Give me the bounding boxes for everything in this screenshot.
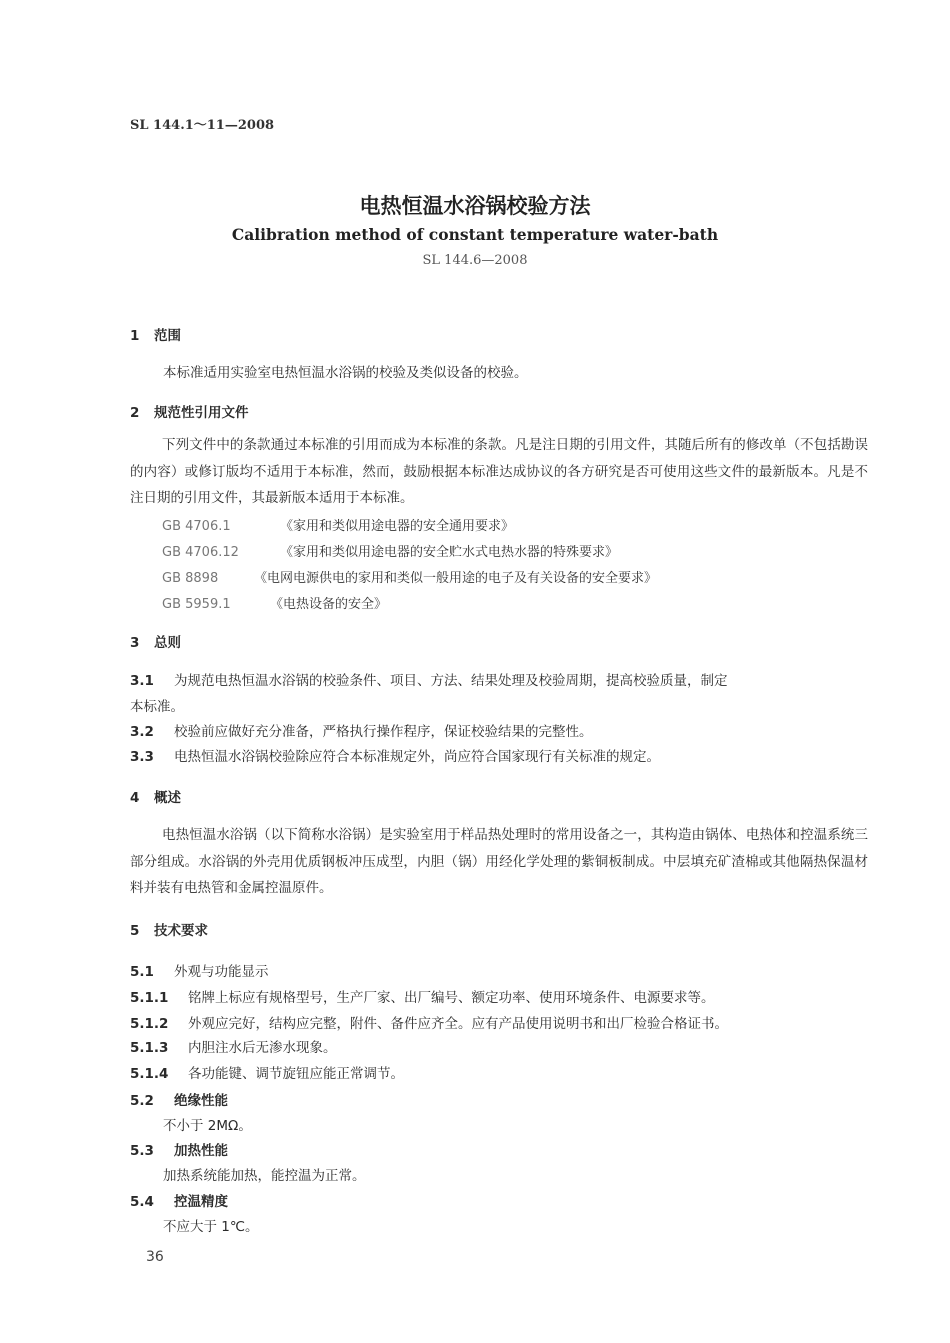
clause-5-4-text: 不应大于 1℃。 [163,1219,259,1235]
clause-text: 各功能键、调节旋钮应能正常调节。 [188,1066,404,1082]
clause-number: 5.1.3 [130,1040,169,1056]
section-4-heading [130,786,181,806]
clause-number: 3.1 [130,673,154,689]
clause-number: 5.1.4 [130,1066,169,1082]
reference-code: GB 5959.1 [162,597,231,612]
section-4-paragraph: 电热恒温水浴锅（以下简称水浴锅）是实验室用于样品热处理时的常用设备之一，其构造由锅体、电热体和控温系统三部分组成。水浴锅的外壳用优质钢板冲压成型，内胆（锅）用经化学处理的紫铜板制成。中层填充矿渣棉或其他隔热保温材料并装有电热管和金属控温原件。 [130,827,868,896]
section-3-heading [130,631,181,651]
reference-title: 《电热设备的安全》 [270,597,388,612]
section-title: 规范性引用文件 [154,405,249,421]
section-1-text: 本标准适用实验室电热恒温水浴锅的校验及类似设备的校验。 [163,365,528,381]
section-1-heading [130,324,181,344]
section-number: 3 [130,635,140,651]
clause-5-1-3 [130,1036,337,1056]
clause-text: 外观应完好，结构应完整，附件、备件应齐全。应有产品使用说明书和出厂检验合格证书。 [188,1016,728,1032]
section-5-heading [130,919,208,939]
clause-5-1-4 [130,1062,404,1082]
reference-title: 《家用和类似用途电器的安全通用要求》 [280,519,515,534]
reference-code: GB 4706.12 [162,545,239,560]
clause-title: 绝缘性能 [174,1093,228,1109]
clause-5-2-text: 不小于 2MΩ。 [163,1118,252,1134]
clause-number: 5.1.1 [130,990,169,1006]
section-title: 总则 [154,635,181,651]
clause-5-1-2 [130,1012,728,1032]
clause-number: 5.1 [130,964,154,980]
standard-code: SL 144.6—2008 [422,253,528,268]
section-title: 概述 [154,790,181,806]
clause-number: 5.1.2 [130,1016,169,1032]
section-2-paragraph: 下列文件中的条款通过本标准的引用而成为本标准的条款。凡是注日期的引用文件，其随后所有的修改单（不包括勘误的内容）或修订版均不适用于本标准，然而，鼓励根据本标准达成协议的各方研究是否可使用这些文件的最新版本。凡是不注日期的引用文件，其最新版本适用于本标准。 [130,437,868,506]
section-title: 范围 [154,328,181,344]
clause-3-2 [130,720,593,740]
clause-5-3 [130,1139,228,1159]
clause-5-1-1 [130,986,715,1006]
page-subtitle-en: Calibration method of constant temperature water-bath [231,225,719,244]
clause-number: 3.3 [130,749,154,765]
section-title: 技术要求 [154,923,208,939]
reference-code: GB 4706.1 [162,519,231,534]
clause-3-1 [130,669,728,689]
section-2-heading [130,401,249,421]
clause-text: 内胆注水后无渗水现象。 [188,1040,337,1056]
reference-code: GB 8898 [162,571,219,586]
clause-title: 外观与功能显示 [174,964,269,980]
clause-text: 铭牌上标应有规格型号，生产厂家、出厂编号、额定功率、使用环境条件、电源要求等。 [188,990,715,1006]
clause-5-2 [130,1089,228,1109]
reference-title: 《家用和类似用途电器的安全贮水式电热水器的特殊要求》 [280,545,619,560]
reference-item [162,515,514,534]
clause-text: 为规范电热恒温水浴锅的校验条件、项目、方法、结果处理及校验周期，提高校验质量，制定 [174,673,728,689]
page-number: 36 [146,1249,164,1265]
clause-title: 加热性能 [174,1143,228,1159]
clause-number: 5.3 [130,1143,154,1159]
reference-item [162,567,657,586]
section-number: 4 [130,790,140,806]
clause-number: 5.4 [130,1194,154,1210]
section-number: 5 [130,923,140,939]
clause-5-1 [130,960,269,980]
reference-title: 《电网电源供电的家用和类似一般用途的电子及有关设备的安全要求》 [254,571,658,586]
reference-item [162,593,387,612]
clause-5-3-text: 加热系统能加热，能控温为正常。 [163,1168,366,1184]
clause-3-1-continuation: 本标准。 [130,699,184,715]
clause-title: 控温精度 [174,1194,228,1210]
standard-series-code: SL 144.1～11—2008 [130,118,275,133]
clause-3-3 [130,745,660,765]
clause-text: 校验前应做好充分准备，严格执行操作程序，保证校验结果的完整性。 [174,724,593,740]
clause-number: 3.2 [130,724,154,740]
page-title: 电热恒温水浴锅校验方法 [359,194,591,218]
clause-number: 5.2 [130,1093,154,1109]
reference-item [162,541,618,560]
section-number: 1 [130,328,140,344]
clause-text: 电热恒温水浴锅校验除应符合本标准规定外，尚应符合国家现行有关标准的规定。 [174,749,660,765]
section-number: 2 [130,405,140,421]
clause-5-4 [130,1190,228,1210]
